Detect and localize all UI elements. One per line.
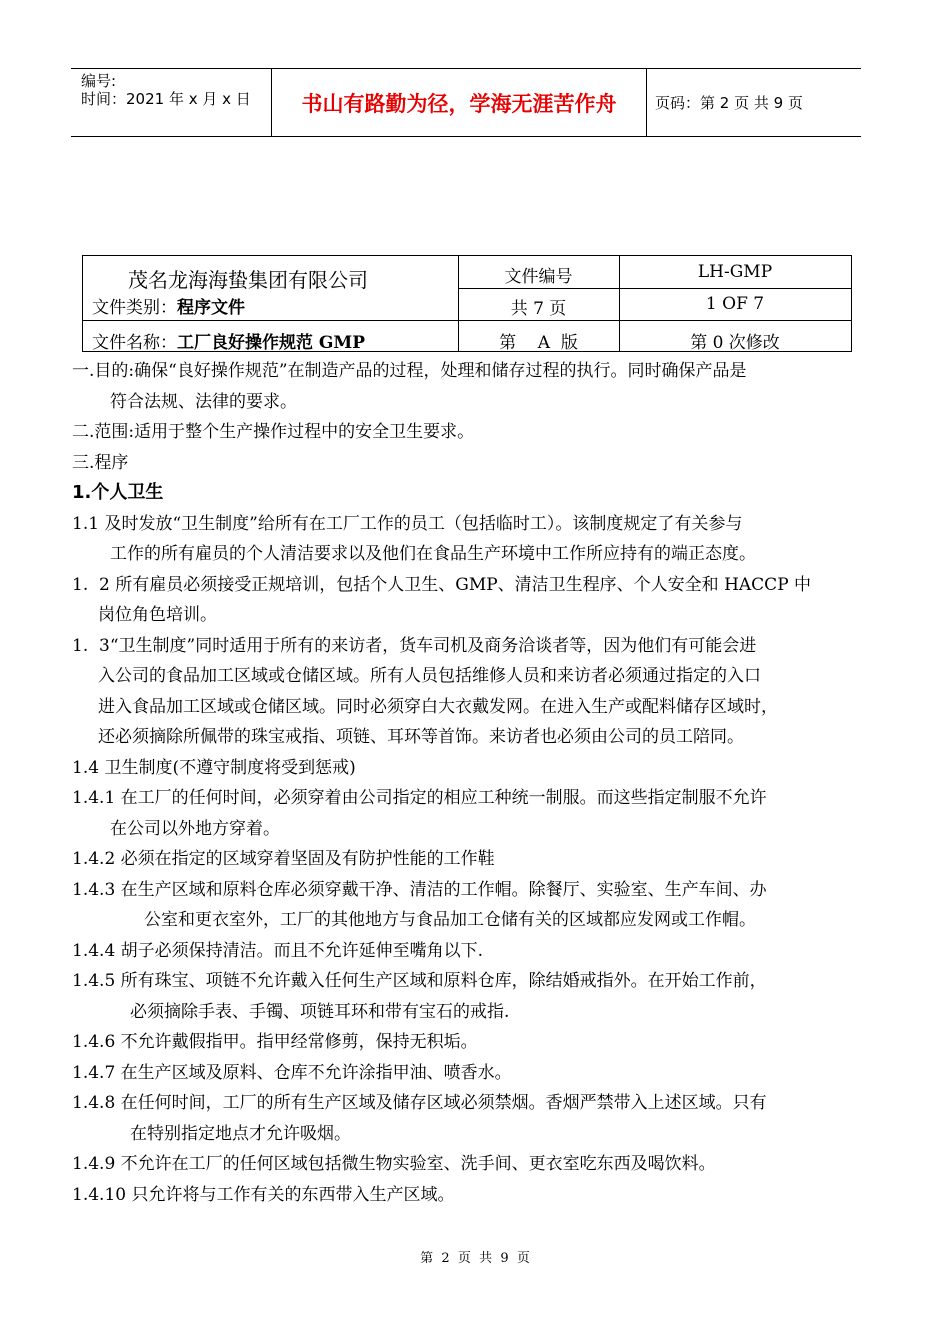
item-1-1-line-1: 1.1 及时发放“卫生制度”给所有在工厂工作的员工（包括临时工）。该制度规定了有关参与 [72,513,743,534]
doc-name-label: 文件名称： [92,333,177,353]
item-1-4-1-line-2: 在公司以外地方穿着。 [110,818,280,839]
doc-no-label: 文件编号 [504,267,573,287]
header-time: 时间：2021 年 x 月 x 日 [81,90,251,108]
page-footer: 第 2 页 共 9 页 [420,1251,530,1266]
item-1-3-line-1: 1. 3“卫生制度”同时适用于所有的来访者，货车司机及商务洽谈者等，因为他们有可能会进 [72,635,757,656]
purpose-line-1: 一.目的:确保“良好操作规范”在制造产品的过程，处理和储存过程的执行。同时确保产品是 [72,361,747,381]
header-page: 页码：第 2 页 共 9 页 [655,94,803,112]
doc-no-value: LH-GMP [697,262,773,282]
purpose-line-2: 符合法规、法律的要求。 [110,391,297,412]
page-header [71,68,861,137]
procedure-heading: 三.程序 [72,452,129,473]
revision-value: 第 0 次修改 [690,333,780,353]
doc-name [92,328,365,353]
item-1-3-line-2: 入公司的食品加工区域或仓储区域。所有人员包括维修人员和来访者必须通过指定的入口 [98,666,761,686]
item-1-3-line-3: 进入食品加工区域或仓储区域。同时必须穿白大衣戴发网。在进入生产或配料储存区域时， [98,696,778,717]
item-1-1-line-2: 工作的所有雇员的个人清洁要求以及他们在食品生产环境中工作所应持有的端正态度。 [110,544,756,564]
item-1-4-3-line-1: 1.4.3 在生产区域和原料仓库必须穿戴干净、清洁的工作帽。除餐厅、实验室、生产车间、办 [72,879,767,900]
item-1-4-2: 1.4.2 必须在指定的区域穿着坚固及有防护性能的工作鞋 [72,849,495,869]
item-1-2-line-1: 1. 2 所有雇员必须接受正规培训，包括个人卫生、GMP、清洁卫生程序、个人安全和 HACCP 中 [72,574,812,595]
item-1-4-3-line-2: 公室和更衣室外，工厂的其他地方与食品加工仓储有关的区域都应发网或工作帽。 [144,910,756,930]
item-1-3-line-4: 还必须摘除所佩带的珠宝戒指、项链、耳环等首饰。来访者也必须由公司的员工陪同。 [98,727,744,747]
item-1-4-9: 1.4.9 不允许在工厂的任何区域包括微生物实验室、洗手间、更衣室吃东西及喝饮料。 [72,1154,716,1174]
scope-line: 二.范围:适用于整个生产操作过程中的安全卫生要求。 [72,422,475,442]
item-1-4-4: 1.4.4 胡子必须保持清洁。而且不允许延伸至嘴角以下. [72,940,484,961]
pages-label: 共 7 页 [510,299,567,319]
header-meta [71,69,272,136]
item-1-4-5-line-1: 1.4.5 所有珠宝、项链不允许戴入任何生产区域和原料仓库，除结婚戒指外。在开始工作前， [72,971,767,991]
item-1-4-8-line-1: 1.4.8 在任何时间，工厂的所有生产区域及储存区域必须禁烟。香烟严禁带入上述区域。只有 [72,1093,767,1113]
header-motto: 书山有路勤为径，学海无涯苦作舟 [272,69,647,136]
item-1-2-line-2: 岗位角色培训。 [98,605,217,625]
doc-category-value: 程序文件 [177,298,245,318]
item-1-4-6: 1.4.6 不允许戴假指甲。指甲经常修剪，保持无积垢。 [72,1032,478,1052]
item-1-4-8-line-2: 在特别指定地点才允许吸烟。 [130,1123,351,1144]
doc-category-label: 文件类别： [92,298,177,318]
document-body [72,356,872,1210]
item-1-4: 1.4 卫生制度(不遵守制度将受到惩戒) [72,757,356,778]
doc-name-value: 工厂良好操作规范 GMP [177,333,366,353]
section-personal-hygiene: 1.个人卫生 [72,482,164,503]
company-name: 茂名龙海海蛰集团有限公司 [128,268,368,292]
pages-value: 1 OF 7 [705,294,765,314]
version-label: 第 A 版 [499,333,578,353]
item-1-4-7: 1.4.7 在生产区域及原料、仓库不允许涂指甲油、喷香水。 [72,1062,512,1083]
header-number: 编号: [81,72,117,90]
doc-category [92,293,245,318]
item-1-4-10: 1.4.10 只允许将与工作有关的东西带入生产区域。 [72,1184,455,1205]
document-info-table [82,255,852,352]
item-1-4-5-line-2: 必须摘除手表、手镯、项链耳环和带有宝石的戒指. [130,1001,510,1022]
item-1-4-1-line-1: 1.4.1 在工厂的任何时间，必须穿着由公司指定的相应工种统一制服。而这些指定制服不允许 [72,788,767,808]
